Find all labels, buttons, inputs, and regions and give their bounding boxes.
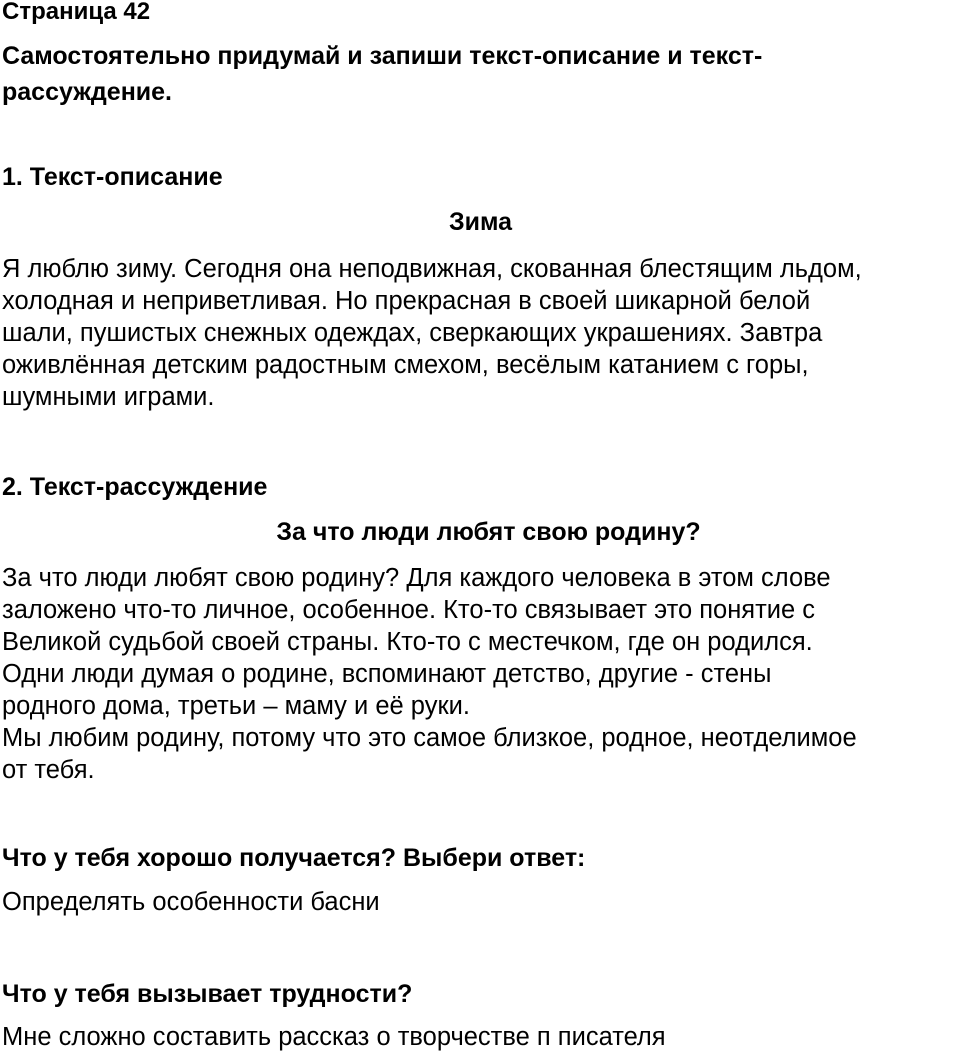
section2-heading: 2. Текст-рассуждение xyxy=(2,473,268,501)
section1-title: Зима xyxy=(448,208,513,236)
paragraph-line: заложено что-то личное, особенное. Кто-то связывает это понятие с xyxy=(2,596,816,624)
paragraph-line: Одни люди думая о родине, вспоминают детство, другие - стены xyxy=(2,660,772,688)
section1-heading: 1. Текст-описание xyxy=(2,163,223,191)
page-label: Страница 42 xyxy=(2,0,151,25)
task-instruction: Самостоятельно придумай и запиши текст-описание и текст-рассуждение. xyxy=(2,42,763,106)
paragraph-line: Я люблю зиму. Сегодня она неподвижная, скованная блестящим льдом, xyxy=(2,255,862,283)
paragraph-line: Великой судьбой своей страны. Кто-то с местечком, где он родился. xyxy=(2,628,813,656)
question1-answer: Определять особенности басни xyxy=(2,888,380,916)
question2-answer: Мне сложно составить рассказ о творчестве п писателя xyxy=(2,1023,666,1051)
question1-label: Что у тебя хорошо получается? Выбери ответ: xyxy=(2,844,586,872)
paragraph-line: от тебя. xyxy=(2,756,95,784)
paragraph-line: оживлённая детским радостным смехом, весёлым катанием с горы, xyxy=(2,351,809,379)
paragraph-line: За что люди любят свою родину? Для каждого человека в этом слове xyxy=(2,564,831,592)
section1-paragraph xyxy=(2,253,862,413)
section2-paragraph xyxy=(2,562,857,786)
paragraph-line: Мы любим родину, потому что это самое близкое, родное, неотделимое xyxy=(2,724,857,752)
paragraph-line: холодная и неприветливая. Но прекрасная в своей шикарной белой xyxy=(2,287,811,315)
paragraph-line: шали, пушистых снежных одеждах, сверкающих украшениях. Завтра xyxy=(2,319,823,347)
paragraph-line: родного дома, третьи – маму и её руки. xyxy=(2,692,470,720)
paragraph-line: шумными играми. xyxy=(2,383,215,411)
question2-label: Что у тебя вызывает трудности? xyxy=(2,980,413,1008)
section2-title: За что люди любят свою родину? xyxy=(276,518,701,546)
